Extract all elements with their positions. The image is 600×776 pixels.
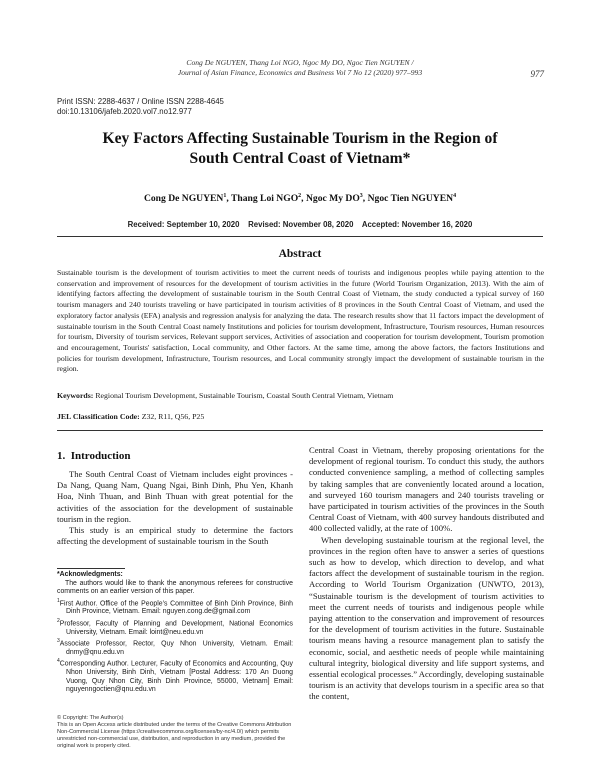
paragraph: Central Coast in Vietnam, thereby proposing orientations for the development of regional tourism. To conduct this study, the authors conducted convenience sampling, a method of collecting samples by taking samples that are conveniently located around a location, and surveyed 160 tourism managers and 240 tourists traveling or have participated in tourism activities of the provinces in the South Central Coast of Vietnam, with 400 survey handouts distributed and 400 collected validly, at the rate of 100%. <box>309 445 544 534</box>
copyright-notice <box>57 715 293 750</box>
keywords-label: Keywords: <box>57 391 94 400</box>
section-heading-introduction: 1. Introduction <box>57 450 131 462</box>
keywords <box>57 391 544 401</box>
footnote-mark: 3 <box>57 638 60 645</box>
issn-block <box>57 97 224 117</box>
submission-dates: Received: September 10, 2020 Revised: November 08, 2020 Accepted: November 16, 2020 <box>127 220 473 229</box>
paragraph: The South Central Coast of Vietnam includes eight provinces - Da Nang, Quang Nam, Quang Ngai, Binh Dinh, Phu Yen, Khanh Hoa, Ninh Thuan, and Binh Thuan with great potential for the activities of the association for the development of sustainable tourism in the region. <box>57 469 293 524</box>
footnote-item <box>57 597 293 617</box>
author-affiliation-mark: 3 <box>359 193 363 199</box>
paper-title <box>40 129 560 169</box>
footnote-text: Corresponding Author. Lecturer, Faculty of Economics and Accounting, Quy Nhon University, Binh Dinh, Vietnam [Postal Address: 170 An Duong Vuong, Quy Nhon City, Binh Dinh Province, 55000, Vietnam] Email: nguyenngoctien@qnu.edu.vn <box>59 660 293 694</box>
footnote-mark: 2 <box>57 617 60 624</box>
page-number: 977 <box>530 69 544 79</box>
footnote-rule <box>57 568 125 569</box>
right-column <box>309 445 544 703</box>
abstract-heading: Abstract <box>278 248 322 260</box>
paper-title-line-1: Key Factors Affecting Sustainable Tourism in the Region of <box>102 130 498 147</box>
doi-line: doi:10.13106/jafeb.2020.vol7.no12.977 <box>57 107 192 116</box>
issn-line: Print ISSN: 2288-4637 / Online ISSN 2288-4645 <box>57 97 224 106</box>
left-column <box>57 469 293 547</box>
running-header <box>0 58 600 78</box>
author-list: Cong De NGUYEN$^1$, Thang Loi NGO$^2$, Ngoc My $DO^3$, Ngoc Tien NGUYEN$^4$ <box>143 193 457 205</box>
footnote-text: Associate Professor, Rector, Quy Nhon University, Vietnam. Email: dnmy@qnu.edu.vn <box>59 640 293 656</box>
copyright-line: © Copyright: The Author(s) <box>57 715 124 721</box>
keywords-text: Regional Tourism Development, Sustainable Tourism, Coastal South Central Vietnam, Vietnam <box>93 391 394 400</box>
author-name: Ngoc My DO <box>305 193 360 205</box>
author-affiliation-mark: 2 <box>298 193 302 199</box>
footnote-text: Professor, Faculty of Planning and Development, National Economics University, Vietnam. Email: loint@neu.edu.vn <box>59 620 293 636</box>
paragraph: When developing sustainable tourism at the regional level, the provinces in the region often have to answer a series of questions such as how to develop, which direction to develop, and what factors affect the development of sustainable tourism in the region. According to World Tourism Organization (UNWTO, 2013), “Sustainable tourism is the development of tourism activities to meet the current needs of tourists and indigenous people while paying attention to the conservation and improvement of resources for the development of tourism activities in the future. Sustainable tourism means having a resource management plan to satisfy the economic, social, and aesthetic needs of people while maintaining cultural integrity, biological diversity and life support systems, and essential ecological processes.” Accordingly, developing sustainable tourism is an activity that develops tourism in a specific area so that the content, <box>309 534 544 702</box>
paper-title-line-2: South Central Coast of Vietnam* <box>189 150 411 167</box>
footnote-text: First Author. Office of the People’s Committee of Binh Dinh Province, Binh Dinh Province, Vietnam. Email: nguyen.cong.de@gmail.com <box>59 599 293 616</box>
footnote-item <box>57 657 293 694</box>
footnotes <box>57 571 293 695</box>
author-affiliation-mark: 1 <box>223 193 227 199</box>
author-name: Cong De NGUYEN <box>143 193 224 205</box>
jel-text: Z32, R11, Q56, P25 <box>139 412 205 421</box>
jel-label: JEL Classification Code: <box>57 412 140 421</box>
footnote-item <box>57 637 293 657</box>
abstract-text: Sustainable tourism is the development of tourism activities to meet the current needs of tourists and indigenous peoples while paying attention to the conservation and improvement of resources for the development of tourism activities in the future (World Tourism Organization, 2013). With the aim of identifying factors affecting the development of sustainable tourism in the South Central Coast of Vietnam, the study conducted a typical survey of 160 tourism managers and 240 tourists traveling or have participated in tourism activities of 8 provinces in the South Central Coast of Vietnam, and used the exploratory factor analysis (EFA) analysis and regression analysis for analyzing the data. The research results show that 11 factors impact the development of sustainable tourism in the South Central Coast namely Institutions and policies for tourism development, Infrastructure, Tourism resources, Human resources for tourism, Diversity of tourism services, Relevant support services, Activities of association and cooperation for tourism development, Tourism promotion and encouragement, Tourists' satisfaction, Local community, and Other factors. At the same time, among the above factors, the factors Institutions and policies for tourism development, Infrastructure, Tourism resources, and Local community strongly impact the development of sustainable tourism in the region. <box>57 268 544 374</box>
license-text: This is an Open Access article distributed under the terms of the Creative Commons Attribution Non-Commercial License (https://creativecommons.org/licenses/by-nc/4.0/) which permits unrestricted non-commercial use, distribution, and reproduction in any medium, provided the original work is properly cited. <box>57 721 292 749</box>
running-header-authors: Cong De NGUYEN, Thang Loi NGO, Ngoc My DO, Ngoc Tien NGUYEN / <box>186 58 414 67</box>
divider <box>57 236 543 237</box>
running-header-journal: Journal of Asian Finance, Economics and Business Vol 7 No 12 (2020) 977–993 <box>177 68 423 77</box>
acknowledgments-heading: *Acknowledgments: <box>57 571 123 578</box>
footnote-item <box>57 617 293 637</box>
acknowledgments-text: The authors would like to thank the anonymous referees for constructive comments on an earlier version of this paper. <box>57 579 293 595</box>
author-name: Ngoc Tien NGUYEN <box>367 193 454 205</box>
jel-codes <box>57 412 544 422</box>
author-name: Thang Loi NGO <box>230 193 299 205</box>
divider <box>57 430 543 431</box>
paragraph: This study is an empirical study to determine the factors affecting the development of sustainable tourism in the South <box>57 525 293 547</box>
author-affiliation-mark: 4 <box>453 193 457 199</box>
footnote-mark: 4 <box>57 658 60 665</box>
footnote-mark: 1 <box>57 597 60 604</box>
